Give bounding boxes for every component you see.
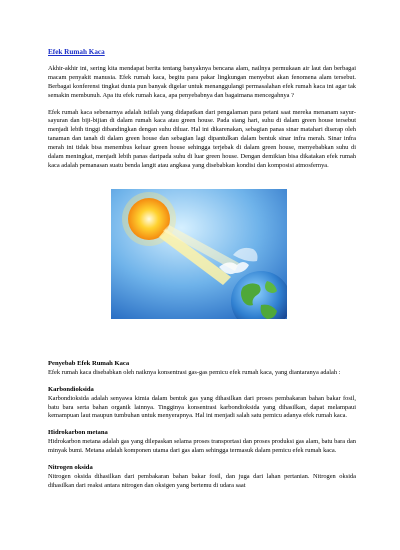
cause-text-carbon-dioxide: Karbondioksida adalah senyawa kimia dalam bentuk gas yang dihasilkan dari proses pembakaran bahan bakar fosil, batu bara serta bahan organik lainnya. Tingginya konsentrasi karbondioksida yang dihasilkan, dapat melampaui kemampuan laut maupun tumbuhan untuk menyerapnya. Hal ini menjadi salah satu pemicu adanya efek rumah kaca. [48, 394, 356, 420]
article-title-link[interactable]: Efek Rumah Kaca [48, 48, 105, 56]
cause-heading-nitrogen-oxide: Nitrogen oksida [48, 464, 93, 472]
definition-paragraph: Efek rumah kaca sebenarnya adalah istilah yang didapatkan dari pengalaman para petani saat mereka menanam sayur-sayuran dan biji-bijian di dalam rumah kaca atau green house. Pada siang hari, suhu di dalam green house tersebut menjadi lebih tinggi dibandingkan dengan suhu diluar. Hal ini dikarenakan, sebagian panas sinar matahari diserap oleh tanaman dan tanah di dalam green house dan sebagian lagi dipantulkan dalam bentuk sinar infra merah. Sinar infra merah ini tidak bisa menembus keluar green house sehingga terjebak di dalam green house, menyebabkan suhu di dalam meningkat, menjadi lebih panas daripada suhu di luar green house. Dengan demikian bisa dikatakan efek rumah kaca adalah pemanasan suatu benda langit atau angkasa yang disebabkan kondisi dan komposisi atmosfernya. [48, 108, 356, 169]
intro-paragraph: Akhir-akhir ini, sering kita mendapat berita tentang banyaknya bencana alam, nailnya permukaan air laut dan berbagai macam penyakit manusia. Efek rumah kaca, begitu para pakar lingkungan menyebut akan fenomena alam tersebut. Berbagai konferensi tingkat dunia pun banyak digelar untuk menanggulangi permasalahan efek rumah kaca ini agar tak semakin membunuh. Apa itu efek rumah kaca, apa penyebabnya dan bagaimana mencegahnya ? [48, 64, 356, 99]
greenhouse-effect-illustration [111, 189, 287, 319]
cause-text-nitrogen-oxide: Nitrogen oksida dihasilkan dari pembakaran bahan bakar fosil, dan juga dari lahan pertanian. Nitrogen oksida dihasilkan dari reaksi antara nitrogen dan oksigen yang bertemu di udara saat [48, 472, 356, 489]
section-heading-causes: Penyebab Efek Rumah Kaca [48, 359, 130, 367]
cause-heading-carbon-dioxide: Karbondioksida [48, 385, 94, 393]
cause-heading-methane: Hidrokarbon metana [48, 429, 108, 437]
cause-text-methane: Hidrokarbon metana adalah gas yang dilepaskan selama proses transportasi dan proses produksi gas alam, batu bara dan minyak bumi. Metana adalah komponen utama dari gas alam sehingga termasuk dalam pemicu efek rumah kaca. [48, 438, 356, 455]
article-body [48, 48, 356, 491]
causes-intro: Efek rumah kaca disebabkan oleh naiknya konsentrasi gas-gas pemicu efek rumah kaca, yang diantaranya adalah : [48, 368, 341, 376]
spacer [48, 324, 356, 360]
